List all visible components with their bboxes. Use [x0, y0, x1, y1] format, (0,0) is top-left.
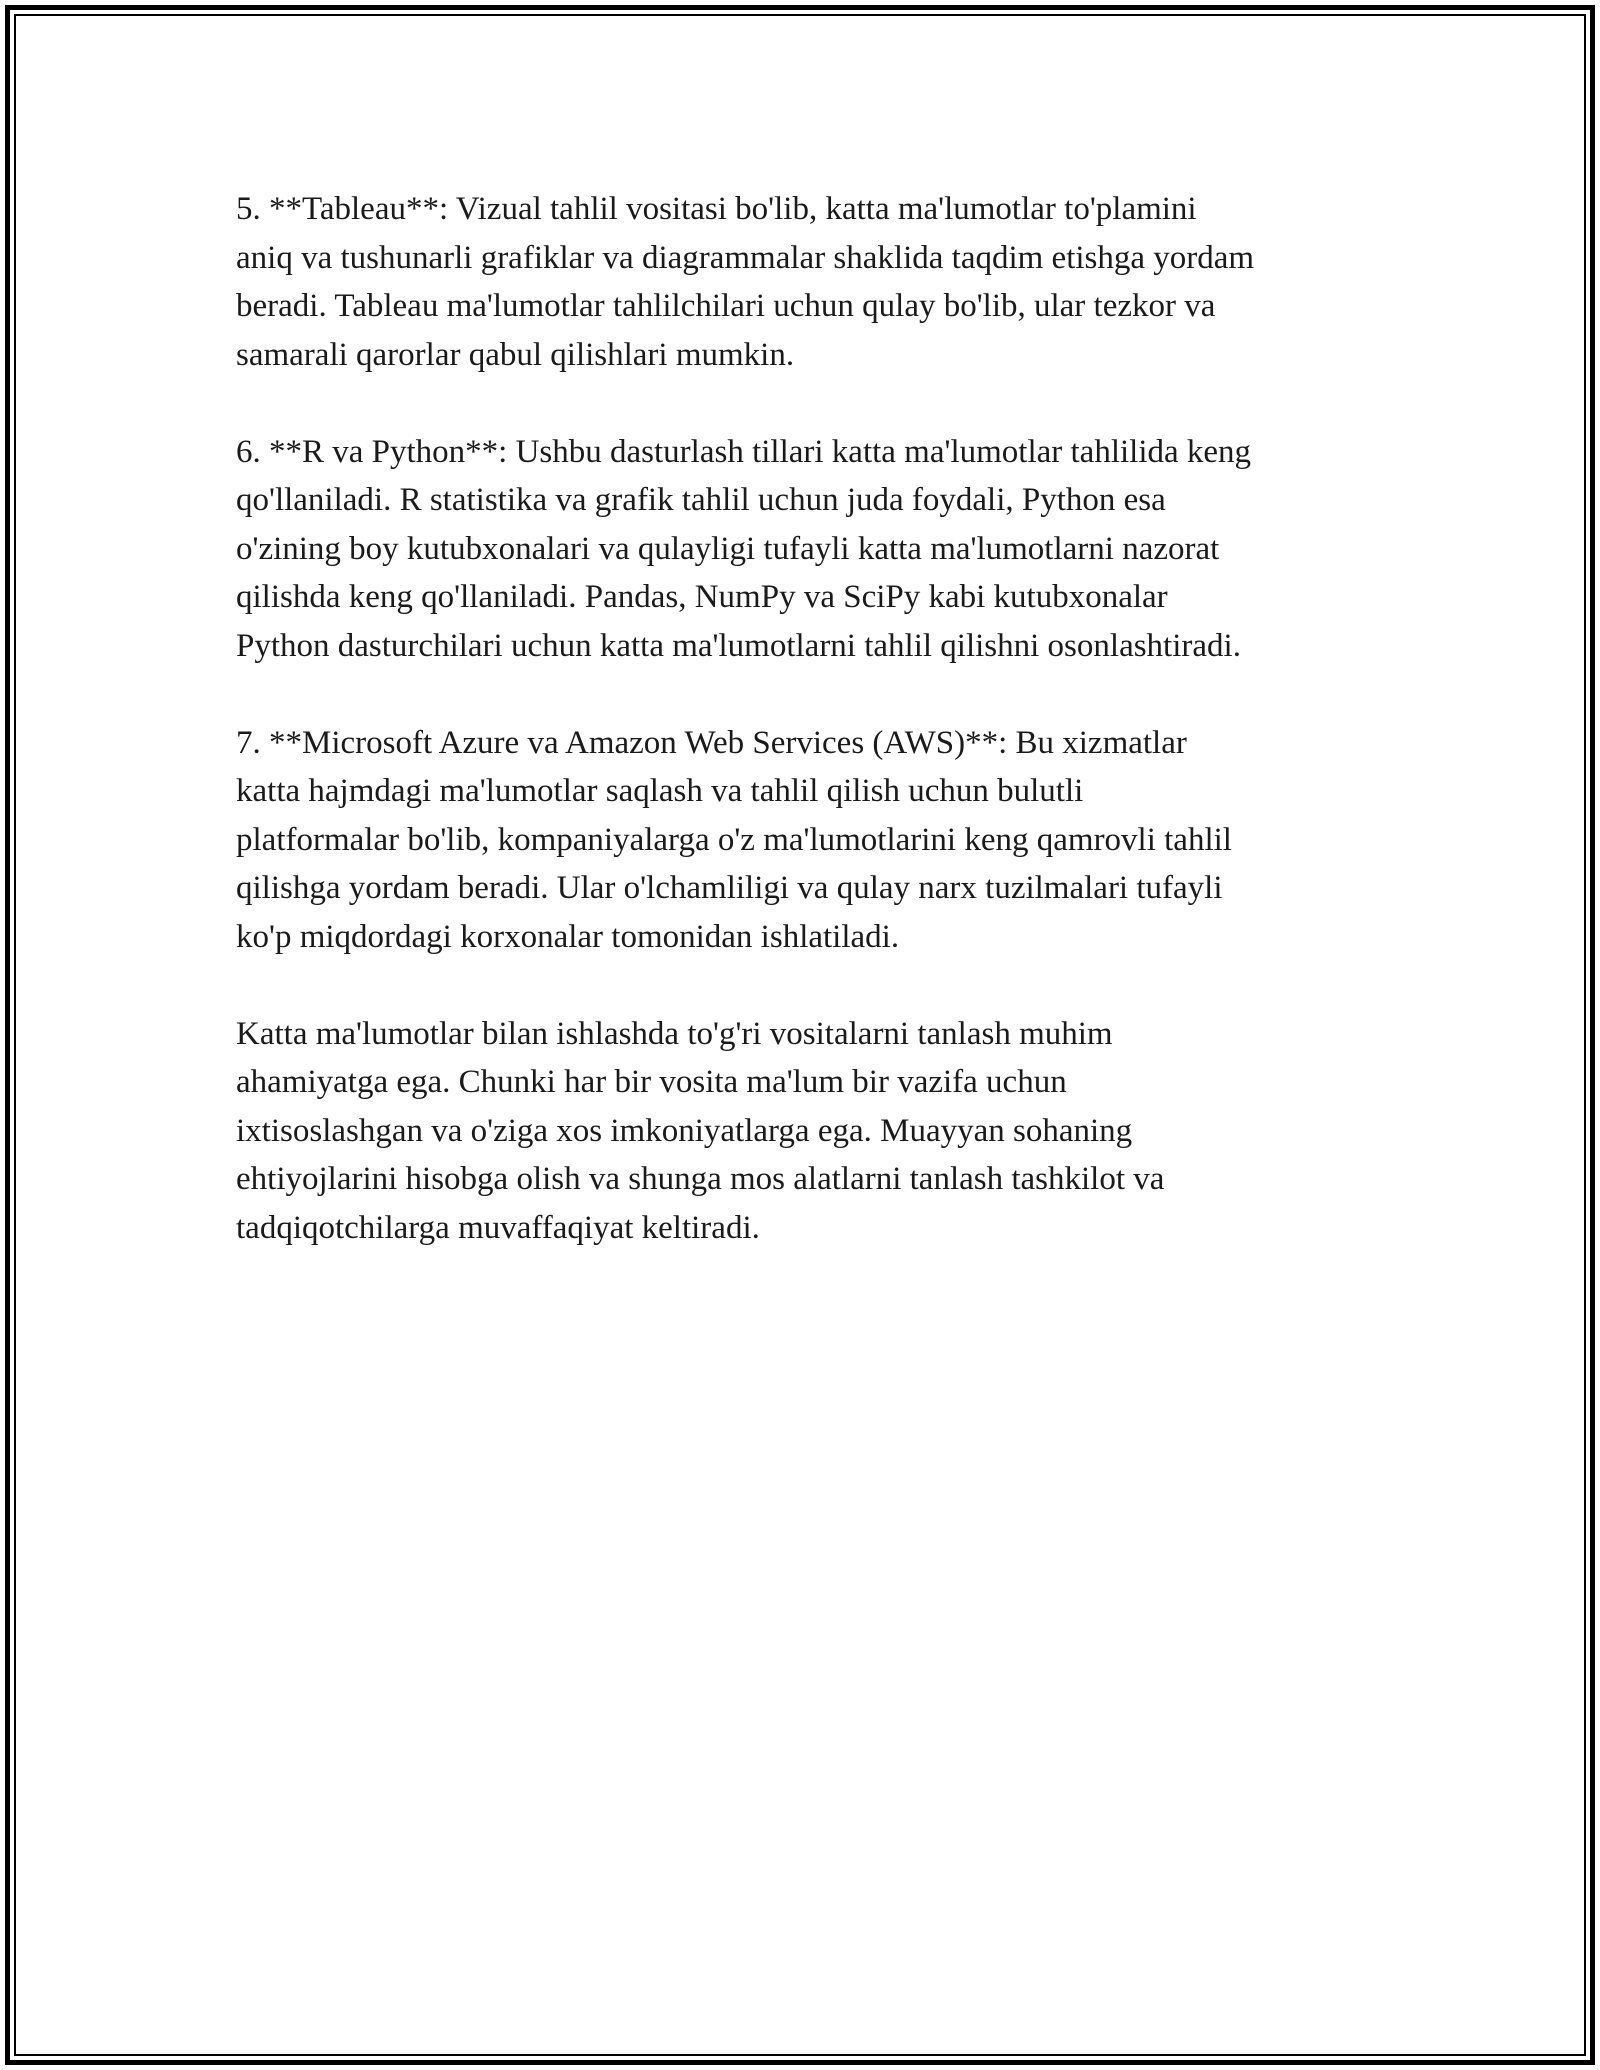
paragraph-conclusion: Katta ma'lumotlar bilan ishlashda to'g'ri vositalarni tanlash muhim ahamiyatga ega. Chunki har bir vosita ma'lum bir vazifa uchun ixtisoslashgan va o'ziga xos imkoniyatlarga ega. Muayyan sohaning ehtiyojlarini hisobga olish va shunga mos alatlarni tanlash tashkilot va tadqiqotchilarga muvaffaqiyat keltiradi.	[236, 1015, 1165, 1246]
paragraph-tableau: 5. **Tableau**: Vizual tahlil vositasi bo'lib, katta ma'lumotlar to'plamini aniq va tushunarli grafiklar va diagrammalar shaklida taqdim etishga yordam beradi. Tableau ma'lumotlar tahlilchilari uchun qulay bo'lib, ular tezkor va samarali qarorlar qabul qilishlari mumkin.	[236, 191, 1255, 373]
paragraph-r-python: 6. **R va Python**: Ushbu dasturlash tillari katta ma'lumotlar tahlilida keng qo'llaniladi. R statistika va grafik tahlil uchun juda foydali, Python esa o'zining boy kutubxonalari va qulayligi tufayli katta ma'lumotlarni nazorat qilishda keng qo'llaniladi. Pandas, NumPy va SciPy kabi kutubxonalar Python dasturchilari uchun katta ma'lumotlarni tahlil qilishni osonlashtiradi.	[236, 433, 1252, 664]
paragraph-azure-aws: 7. **Microsoft Azure va Amazon Web Services (AWS)**: Bu xizmatlar katta hajmdagi ma'lumotlar saqlash va tahlil qilish uchun bulutli platformalar bo'lib, kompaniyalarga o'z ma'lumotlarini keng qamrovli tahlil qilishga yordam beradi. Ular o'lchamliligi va qulay narx tuzilmalari tufayli ko'p miqdordagi korxonalar tomonidan ishlatiladi.	[236, 724, 1232, 955]
document-body	[236, 185, 1376, 1301]
